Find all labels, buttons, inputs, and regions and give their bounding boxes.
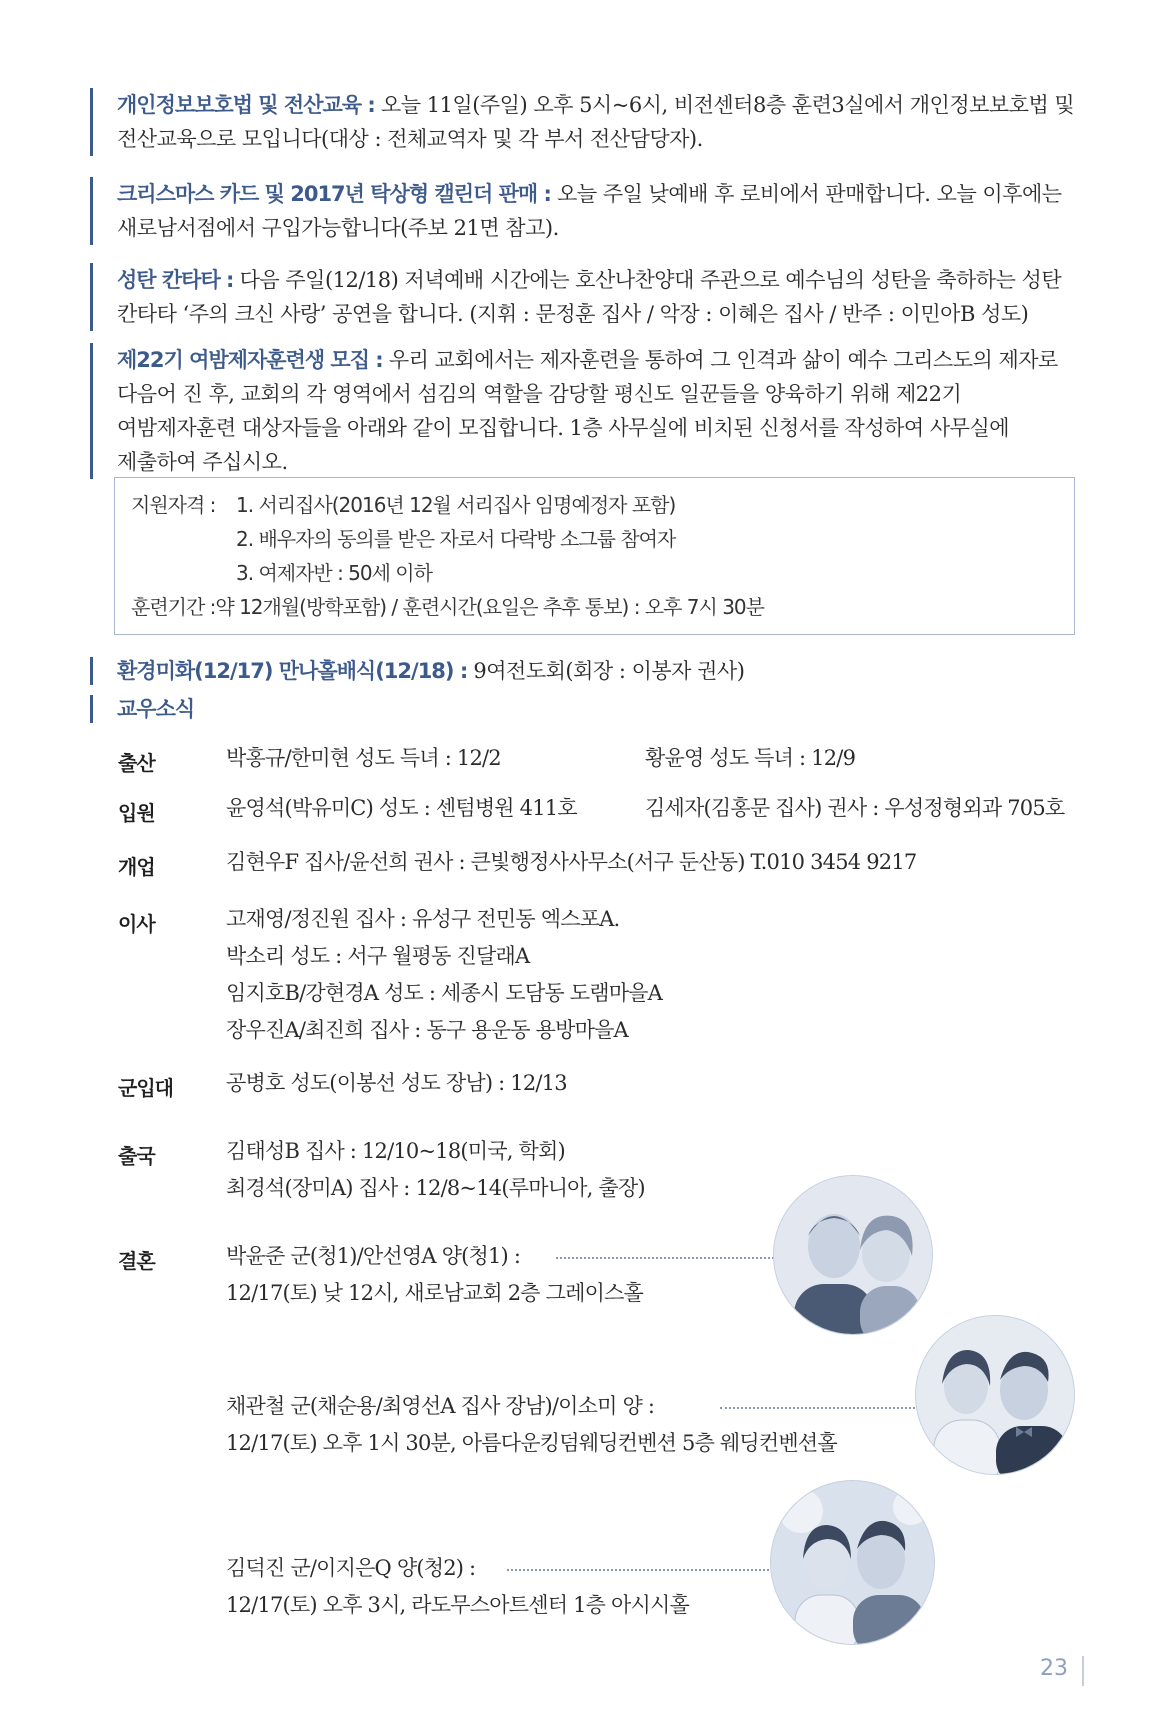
requirement-item: 1. 서리집사(2016년 12월 서리집사 임명예정자 포함) (236, 493, 676, 517)
couple-illustration (771, 1481, 935, 1645)
notice-title: 크리스마스 카드 및 2017년 탁상형 캘린더 판매 : (117, 182, 551, 206)
notice-body: 우리 교회에서는 제자훈련을 통하여 그 인격과 삶이 예수 그리스도의 제자로 다음어 진 후, 교회의 각 영역에서 섬김의 역할을 감당할 평신도 일꾼들을 양육하기 위해 제22기 여밤제자훈련 대상자들을 아래와 같이 모집합니다. 1층 사무실에 비치된 신청서를 작성하여 사무실에 제출하여 주십시오. (117, 348, 1058, 474)
wedding-detail: 12/17(토) 오후 1시 30분, 아름다운킹덤웨딩컨벤션 5층 웨딩컨벤션홀 (226, 1431, 837, 1455)
news-category-hospital: 입원 (118, 801, 155, 825)
news-entry: 김세자(김홍문 집사) 권사 : 우성정형외과 705호 (645, 796, 1065, 820)
notice-title: 개인정보보호법 및 전산교육 : (117, 93, 375, 117)
page-number-divider (1082, 1656, 1084, 1686)
wedding-couple-photo (773, 1175, 933, 1335)
notice-christmas-card (90, 177, 1075, 245)
news-entry: 김현우F 집사/윤선희 권사 : 큰빛행정사사무소(서구 둔산동) T.010 3454 9217 (226, 850, 917, 874)
notice-title: 환경미화(12/17) 만나홀배식(12/18) : (117, 659, 468, 683)
news-category-opening: 개업 (118, 855, 155, 879)
notice-body: 오늘 주일 낮예배 후 로비에서 판매합니다. 오늘 이후에는 새로남서점에서 구입가능합니다(주보 21면 참고). (117, 182, 1062, 240)
news-category-military: 군입대 (118, 1076, 173, 1100)
news-section-title: 교우소식 (90, 695, 194, 723)
news-category-departure: 출국 (118, 1144, 155, 1168)
notice-disciple-training (90, 343, 1075, 479)
notice-cantata (90, 263, 1075, 331)
dotted-leader (507, 1569, 769, 1571)
requirement-label: 지원자격 : (131, 493, 216, 517)
wedding-detail: 12/17(토) 오후 3시, 라도무스아트센터 1층 아시시홀 (226, 1593, 689, 1617)
notice-body: 다음 주일(12/18) 저녁예배 시간에는 호산나찬양대 주관으로 예수님의 성탄을 축하하는 성탄 칸타타 ‘주의 크신 사랑’ 공연을 합니다. (지휘 : 문정훈 집사 / 악장 : 이혜은 집사 / 반주 : 이민아B 성도) (117, 268, 1062, 326)
wedding-name: 채관철 군(채순용/최영선A 집사 장남)/이소미 양 : (226, 1394, 655, 1418)
requirements-box (114, 477, 1075, 635)
wedding-couple-photo (770, 1480, 935, 1645)
news-entry: 김태성B 집사 : 12/10~18(미국, 학회) (226, 1139, 565, 1163)
couple-illustration (774, 1176, 933, 1335)
news-entry: 최경석(장미A) 집사 : 12/8~14(루마니아, 출장) (226, 1176, 645, 1200)
requirement-row (131, 488, 1058, 522)
requirement-item: 2. 배우자의 동의를 받은 자로서 다락방 소그룹 참여자 (236, 527, 676, 551)
news-category-wedding: 결혼 (118, 1249, 155, 1273)
training-period-value: 약 12개월(방학포함) / 훈련시간(요일은 추후 통보) : 오후 7시 30분 (215, 595, 764, 619)
news-entry: 박홍규/한미현 성도 득녀 : 12/2 (226, 746, 501, 770)
notice-body: 오늘 11일(주일) 오후 5시~6시, 비전센터8층 훈련3실에서 개인정보보호법 및 전산교육으로 모입니다(대상 : 전체교역자 및 각 부서 전산담당자). (117, 93, 1075, 151)
wedding-name: 박윤준 군(청1)/안선영A 양(청1) : (226, 1244, 521, 1268)
news-category-birth: 출산 (118, 751, 155, 775)
training-period-label: 훈련기간 : (131, 595, 216, 619)
news-category-moving: 이사 (118, 912, 155, 936)
news-entry: 박소리 성도 : 서구 월평동 진달래A (226, 944, 530, 968)
notice-title: 성탄 칸타타 : (117, 268, 234, 292)
wedding-name: 김덕진 군/이지은Q 양(청2) : (226, 1556, 476, 1580)
dotted-leader (720, 1407, 915, 1409)
notice-body: 9여전도회(회장 : 이봉자 권사) (467, 659, 745, 683)
training-period-row (131, 590, 1058, 624)
news-entry: 장우진A/최진희 집사 : 동구 용운동 용방마을A (226, 1018, 628, 1042)
news-entry: 황윤영 성도 득녀 : 12/9 (645, 746, 856, 770)
news-entry: 고재영/정진원 집사 : 유성구 전민동 엑스포A. (226, 907, 620, 931)
wedding-couple-photo (915, 1315, 1075, 1475)
wedding-detail: 12/17(토) 낮 12시, 새로남교회 2층 그레이스홀 (226, 1281, 644, 1305)
page-number: 23 (1040, 1656, 1068, 1681)
notice-environment (90, 657, 744, 685)
couple-illustration (916, 1316, 1075, 1475)
news-entry: 임지호B/강현경A 성도 : 세종시 도담동 도램마을A (226, 981, 663, 1005)
dotted-leader (556, 1257, 774, 1259)
requirement-item: 3. 여제자반 : 50세 이하 (236, 561, 432, 585)
notice-privacy-education (90, 88, 1075, 156)
news-entry: 윤영석(박유미C) 성도 : 센텀병원 411호 (226, 796, 577, 820)
notice-title: 제22기 여밤제자훈련생 모집 : (117, 348, 383, 372)
news-entry: 공병호 성도(이봉선 성도 장남) : 12/13 (226, 1071, 567, 1095)
